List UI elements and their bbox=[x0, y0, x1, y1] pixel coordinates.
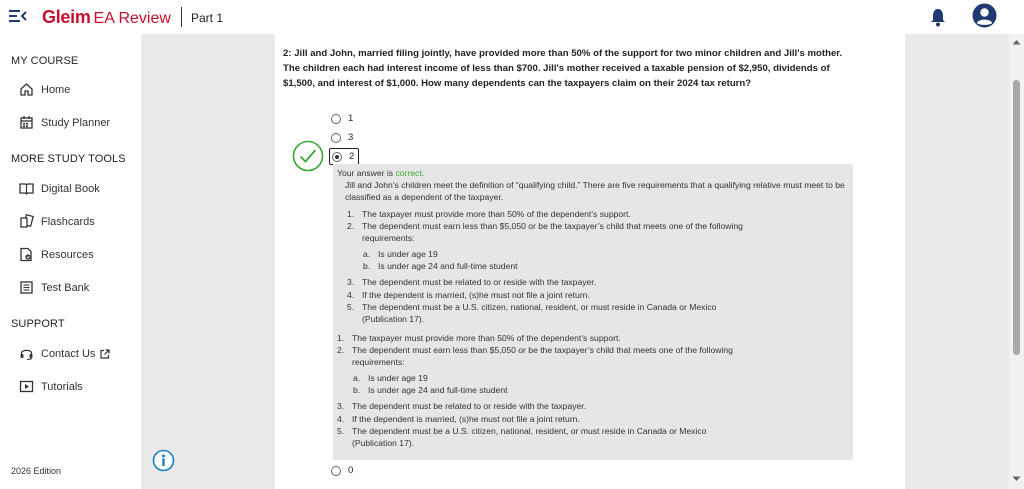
sidebar-item-label: Digital Book bbox=[41, 182, 100, 195]
requirement-item-continued bbox=[362, 314, 424, 326]
sub-requirement-item bbox=[353, 385, 508, 397]
item-text: requirements: bbox=[362, 233, 415, 243]
logo-sub-text: EA Review bbox=[93, 10, 171, 27]
item-text: Is under age 19 bbox=[378, 249, 438, 259]
answer-option-3[interactable] bbox=[331, 132, 353, 143]
sub-requirement-item bbox=[353, 373, 428, 385]
requirement-item-continued bbox=[352, 438, 414, 450]
item-letter: a. bbox=[353, 373, 361, 383]
gleim-logo[interactable] bbox=[42, 7, 171, 28]
answer-option-2-selected[interactable] bbox=[329, 148, 359, 165]
requirement-item bbox=[347, 290, 590, 302]
requirement-item-continued bbox=[362, 233, 415, 245]
requirement-item bbox=[337, 401, 586, 413]
option-label: 1 bbox=[348, 113, 354, 124]
item-number: 4. bbox=[337, 414, 345, 424]
item-text: (Publication 17). bbox=[362, 314, 425, 324]
item-text: Is under age 24 and full-time student bbox=[368, 385, 508, 395]
requirement-item bbox=[337, 414, 580, 426]
item-letter: b. bbox=[363, 261, 371, 271]
sidebar-item-home[interactable] bbox=[19, 82, 70, 97]
explanation-intro: Jill and John’s children meet the definition of “qualifying child.” There are five requirements that a qualifying relative must meet to be classified as a dependent of the taxpayer. bbox=[345, 180, 845, 202]
sidebar-item-digital-book[interactable] bbox=[19, 181, 100, 196]
result-prefix: Your answer is bbox=[337, 168, 396, 178]
right-gutter bbox=[905, 34, 1009, 489]
item-text: The dependent must be related to or reside with the taxpayer. bbox=[352, 401, 587, 411]
external-link-icon bbox=[100, 349, 110, 359]
sidebar-item-label: Home bbox=[41, 83, 71, 96]
part-label: Part 1 bbox=[191, 11, 224, 25]
item-number: 1. bbox=[347, 209, 355, 219]
video-tutorial-icon bbox=[19, 379, 34, 394]
collapse-menu-icon[interactable] bbox=[9, 9, 27, 23]
requirement-item bbox=[347, 277, 596, 289]
item-number: 2. bbox=[347, 221, 355, 231]
user-profile-icon[interactable] bbox=[972, 3, 997, 28]
flashcards-icon bbox=[19, 214, 34, 229]
scrollbar-thumb[interactable] bbox=[1013, 80, 1020, 355]
correct-check-icon bbox=[292, 140, 324, 172]
header-divider bbox=[181, 7, 182, 27]
result-status: correct bbox=[395, 168, 422, 178]
radio-button[interactable] bbox=[331, 466, 341, 476]
option-label: 0 bbox=[348, 465, 354, 476]
item-text: The dependent must be a U.S. citizen, national, resident, or must reside in Canada or Mexico bbox=[352, 426, 707, 436]
sub-requirement-item bbox=[363, 249, 438, 261]
headset-icon bbox=[19, 346, 34, 361]
home-icon bbox=[19, 82, 34, 97]
item-text: If the dependent is married, (s)he must not file a joint return. bbox=[362, 290, 590, 300]
item-text: The dependent must earn less than $5,050 or be the taxpayer’s child that meets one of the following bbox=[362, 221, 743, 231]
resources-icon bbox=[19, 247, 34, 262]
item-text: The taxpayer must provide more than 50% of the dependent’s support. bbox=[352, 333, 621, 343]
sidebar-item-contact-us[interactable] bbox=[19, 346, 110, 361]
option-label: 3 bbox=[348, 132, 354, 143]
question-text: 2: Jill and John, married filing jointly, have provided more than 50% of the support for two minor children and Jill's mother. The children each had interest income of less than $700. Jill's mother received a taxable pension of $2,950, dividends of $1,500, and interest of $1,000. How many dependents can the taxpayers claim on their 2024 tax return? bbox=[283, 48, 843, 89]
info-icon[interactable] bbox=[152, 449, 175, 472]
answer-result-line bbox=[337, 168, 424, 180]
left-gutter bbox=[141, 34, 275, 489]
item-number: 2. bbox=[337, 345, 345, 355]
item-text: requirements: bbox=[352, 357, 405, 367]
requirement-item bbox=[337, 345, 733, 357]
answer-option-1[interactable] bbox=[331, 113, 353, 124]
sidebar bbox=[0, 34, 141, 489]
book-icon bbox=[19, 181, 34, 196]
edition-label: 2026 Edition bbox=[11, 466, 62, 476]
more-study-tools-heading: MORE STUDY TOOLS bbox=[11, 153, 126, 165]
sidebar-item-label: Contact Us bbox=[41, 347, 96, 360]
scroll-up-arrow-icon[interactable] bbox=[1012, 39, 1021, 45]
requirement-item bbox=[337, 333, 621, 345]
item-text: (Publication 17). bbox=[352, 438, 415, 448]
item-text: Is under age 24 and full-time student bbox=[378, 261, 518, 271]
sub-requirement-item bbox=[363, 261, 518, 273]
logo-main-text: Gleim bbox=[42, 7, 91, 27]
item-number: 4. bbox=[347, 290, 355, 300]
support-heading: SUPPORT bbox=[11, 318, 65, 330]
answer-option-0[interactable] bbox=[331, 465, 353, 476]
scroll-down-arrow-icon[interactable] bbox=[1012, 476, 1021, 482]
requirement-item bbox=[347, 302, 716, 314]
top-bar bbox=[0, 0, 1024, 34]
requirement-item bbox=[347, 209, 631, 221]
test-bank-icon bbox=[19, 280, 34, 295]
item-letter: b. bbox=[353, 385, 361, 395]
sidebar-item-label: Test Bank bbox=[41, 281, 90, 294]
sidebar-item-label: Flashcards bbox=[41, 215, 95, 228]
sidebar-item-label: Study Planner bbox=[41, 116, 111, 129]
requirement-item bbox=[347, 221, 743, 233]
result-suffix: . bbox=[421, 168, 425, 178]
sidebar-item-study-planner[interactable] bbox=[19, 115, 110, 130]
my-course-heading: MY COURSE bbox=[11, 55, 79, 67]
item-text: If the dependent is married, (s)he must not file a joint return. bbox=[352, 414, 580, 424]
notification-bell-icon[interactable] bbox=[929, 7, 947, 27]
item-text: The dependent must be related to or reside with the taxpayer. bbox=[362, 277, 597, 287]
option-label: 2 bbox=[349, 151, 355, 162]
sidebar-item-tutorials[interactable] bbox=[19, 379, 83, 394]
sidebar-item-label: Resources bbox=[41, 248, 94, 261]
sidebar-item-test-bank[interactable] bbox=[19, 280, 89, 295]
radio-button-selected[interactable] bbox=[332, 152, 342, 162]
item-text: The dependent must earn less than $5,050 or be the taxpayer’s child that meets one of the following bbox=[352, 345, 733, 355]
sidebar-item-label: Tutorials bbox=[41, 380, 83, 393]
sidebar-item-flashcards[interactable] bbox=[19, 214, 95, 229]
item-letter: a. bbox=[363, 249, 371, 259]
item-number: 5. bbox=[337, 426, 345, 436]
requirement-item bbox=[337, 426, 706, 438]
calendar-icon bbox=[19, 115, 34, 130]
item-text: The taxpayer must provide more than 50% of the dependent’s support. bbox=[362, 209, 631, 219]
sidebar-item-resources[interactable] bbox=[19, 247, 94, 262]
item-text: The dependent must be a U.S. citizen, national, resident, or must reside in Canada or Mexico bbox=[362, 302, 717, 312]
requirement-item-continued bbox=[352, 357, 405, 369]
item-number: 3. bbox=[347, 277, 355, 287]
item-number: 1. bbox=[337, 333, 345, 343]
radio-button[interactable] bbox=[331, 114, 341, 124]
answer-explanation bbox=[333, 164, 853, 460]
item-number: 5. bbox=[347, 302, 355, 312]
item-text: Is under age 19 bbox=[368, 373, 428, 383]
radio-button[interactable] bbox=[331, 133, 341, 143]
item-number: 3. bbox=[337, 401, 345, 411]
